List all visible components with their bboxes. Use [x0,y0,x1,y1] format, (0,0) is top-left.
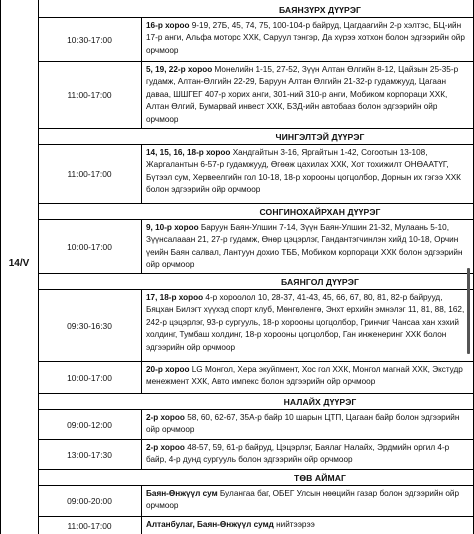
district-name: НАЛАЙХ ДҮҮРЭГ [283,396,357,407]
schedule-row [38,486,474,517]
affected-area-description [142,517,474,534]
area-details: нийтээрээ [273,520,315,529]
area-details: Хандгайтын 3-16, Яргайтын 1-42, Согоотын 13-108, Жаргалантын 6-57-р гудамжууд, Өгөөж цахилах ХХК, Хот тохижилт ОНӨААТҮГ, Бүтээл сум, Хервеелгийн гол 10-18, 18-р хорооны цогцолбор, Дорнын их гэгээ ХХК болон эдгээрийн ойр орчмоор [146,148,461,195]
area-name: 5, 19, 22-р хороо [146,65,213,74]
area-name: 16-р хороо [146,21,190,30]
area-name: 2-р хороо [146,443,185,452]
affected-area-description [142,362,474,393]
time-range: 09:00-12:00 [38,410,142,439]
affected-area-description [142,410,474,439]
area-name: 2-р хороо [146,413,185,422]
area-details: LG Монгол, Хера экуйпмент, Хос гол ХХК, Монгол магнай ХХК, Экстудр менежмент ХХК, Авто импекс болон эдгээрийн ойр орчмоор [146,365,463,387]
area-details: Баруун Баян-Улшин 7-14, Зүүн Баян-Улшин 21-32, Мулаань 5-10, Зүүнсалааан 21, 27-р гудамж, Өнөр цэцэрлэг, Гандантэгчинлэн хийд 10-18, Орчин үеийн Баян салвал, Лантуун дохио ТББ, Мобиком корпораци ХХК болон эдгээрийн ойр орчмоор [146,223,463,270]
area-details: Булангаа баг, ОБЕГ Улсын нөөцийн газар болон эдгээрийн ойр орчмоор [146,489,460,511]
schedule-table [38,2,474,534]
district-name: ТӨВ АЙМАГ [293,472,347,483]
district-header [38,129,474,145]
date-label: 14/V [8,258,30,269]
schedule-row [38,145,474,204]
area-name: 17, 18-р хороо [146,293,204,302]
time-range: 09:00-20:00 [38,486,142,516]
schedule-row [38,362,474,394]
affected-area-description [142,290,474,361]
affected-area-description [142,62,474,128]
affected-area-description [142,145,474,203]
time-range: 13:00-17:30 [38,440,142,469]
schedule-row [38,18,474,62]
area-name: Алтанбулаг, Баян-Өнжүүл сумд [146,520,274,529]
area-name: 9, 10-р хороо [146,223,199,232]
time-range: 11:00-17:00 [38,62,142,128]
district-name: СОНГИНОХАЙРХАН ДҮҮРЭГ [259,206,381,217]
district-header [38,274,474,290]
affected-area-description [142,440,474,469]
affected-area-description [142,220,474,273]
area-details: 58, 60, 62-67, 35А-р байр 10 шарын ЦТП, Цагаан байр болон эдгээрийн ойр орчмоор [146,413,460,435]
schedule-row [38,517,474,534]
schedule-row [38,62,474,129]
district-name: БАЯНГОЛ ДҮҮРЭГ [281,276,359,287]
district-header [38,204,474,220]
time-range: 11:00-17:00 [38,517,142,534]
schedule-row [38,410,474,440]
area-details: 4-р хороолол 10, 28-37, 41-43, 45, 66, 67, 80, 81, 82-р байрууд, Бяцхан Билэгт хүүхэд спорт клуб, Мөнгөленгө, Энхт ерхийн эмнэлэг 11, 81, 88, 162, 242-р цэцэрлэг, 93-р сургууль, 18-р хорооны цогцолбор, Гринчиг Чансаа хан хэхий холдинг, Тумбаш холдинг, 18-р хорооны цогцолбор, Ган инженеринг ХХК болон эдгээрийн ойр орчмоор [146,293,465,352]
time-range: 10:00-17:00 [38,362,142,393]
date-column [0,0,38,534]
time-range: 09:30-16:30 [38,290,142,361]
area-details: Монелийн 1-15, 27-52, Зүүн Алтан Өлгийн 8-12, Цайзын 25-35-р гудамж, Алтан-Өлгийн 22-29, Баруун Алтан Өлгийн 21-32-р гудамжууд, Цагаан даваа, ШШГЕГ 407-р хорих анги, 301-ний 310-р анги, Мобиком корпораци ХХК, Алтан Өлгий, Бумарвай инвест ХХК, БЗД-ийн автобааз болон эдгээрийн ойр орчмоор [146,65,459,124]
district-header [38,2,474,18]
area-details: 48-57, 59, 61-р байруд, Цэцэрлэг, Баялаг Налайх, Эрдмийн оргил 4-р байр, 4-р дунд сургууль болон эдгээрийн ойр орчмоор [146,443,450,465]
scrollbar-thumb[interactable] [467,268,470,354]
district-name: БАЯНЗҮРХ ДҮҮРЭГ [278,4,362,15]
schedule-row [38,220,474,274]
area-name: 14, 15, 16, 18-р хороо [146,148,231,157]
time-range: 10:30-17:00 [38,18,142,61]
affected-area-description [142,486,474,516]
area-details: 9-19, 27Б, 45, 74, 75, 100-104-р байруд, Цагдаагийн 2-р хэлтэс, БЦ-ийн 17-р анги, Альфа моторс ХХК, Саруул тэнгэр, Да хүрээ хотхон болон эдгээрийн ойр орчмоор [146,21,465,55]
time-range: 10:00-17:00 [38,220,142,273]
schedule-row [38,440,474,470]
district-header [38,394,474,410]
table-border-left [0,0,1,534]
area-name: 20-р хороо [146,365,190,374]
district-header [38,470,474,486]
time-range: 11:00-17:00 [38,145,142,203]
affected-area-description [142,18,474,61]
district-name: ЧИНГЭЛТЭЙ ДҮҮРЭГ [275,131,365,142]
area-name: Баян-Өнжүүл сум [146,489,218,498]
schedule-row [38,290,474,362]
